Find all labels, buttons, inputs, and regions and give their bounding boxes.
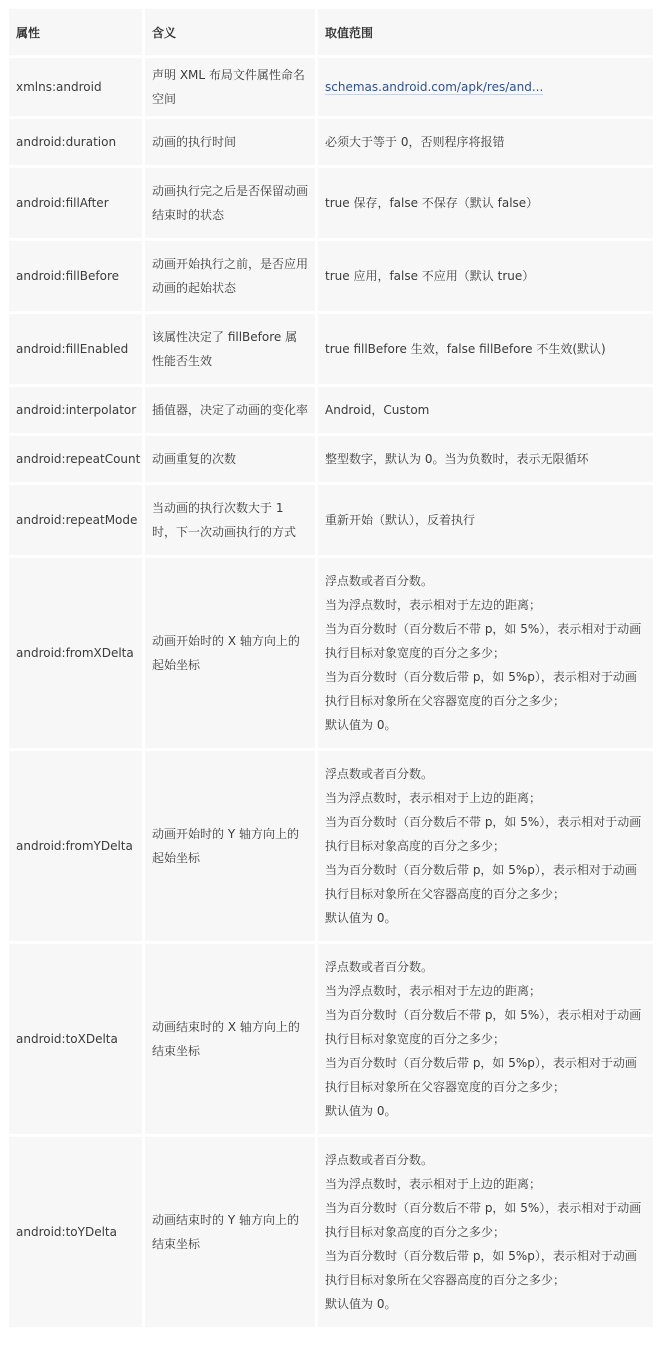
range-text-line: 当为百分数时（百分数后不带 p，如 5%），表示相对于动画执行目标对象宽度的百分之多少； (325, 622, 642, 660)
header-range: 取值范围 (318, 9, 653, 55)
attribute-meaning-cell: 动画开始时的 Y 轴方向上的起始坐标 (145, 751, 315, 941)
attribute-name-cell: android:toXDelta (9, 944, 142, 1134)
range-text-line: 浮点数或者百分数。 (325, 960, 434, 974)
range-text-line: 当为百分数时（百分数后不带 p，如 5%），表示相对于动画执行目标对象高度的百分之多少； (325, 1201, 642, 1239)
table-row (9, 751, 653, 941)
attribute-meaning-cell: 声明 XML 布局文件属性命名空间 (145, 58, 315, 116)
attribute-range-cell (318, 436, 653, 482)
range-text-line: 默认值为 0。 (325, 1297, 397, 1311)
range-text-line: 当为百分数时（百分数后带 p，如 5%p），表示相对于动画执行目标对象所在父容器高度的百分之多少； (325, 1249, 637, 1287)
range-text-line: 当为浮点数时，表示相对于左边的距离； (325, 598, 542, 612)
header-row (9, 9, 653, 55)
attribute-meaning-cell: 动画的执行时间 (145, 119, 315, 165)
attribute-range-cell (318, 119, 653, 165)
attribute-range-cell (318, 387, 653, 433)
table-header (9, 9, 653, 55)
table-row (9, 387, 653, 433)
attribute-range-cell (318, 944, 653, 1134)
table-body (9, 58, 653, 1327)
header-meaning: 含义 (145, 9, 315, 55)
range-text-line: 浮点数或者百分数。 (325, 574, 434, 588)
table-row (9, 436, 653, 482)
range-text-line: 默认值为 0。 (325, 1104, 397, 1118)
schema-link[interactable]: schemas.android.com/apk/res/and... (325, 80, 544, 94)
attribute-name-cell: xmlns:android (9, 58, 142, 116)
range-text-line: 当为百分数时（百分数后不带 p，如 5%），表示相对于动画执行目标对象高度的百分之多少； (325, 815, 642, 853)
attribute-name-cell: android:repeatMode (9, 485, 142, 555)
header-attribute: 属性 (9, 9, 142, 55)
attribute-meaning-cell: 动画重复的次数 (145, 436, 315, 482)
attribute-name-cell: android:fillBefore (9, 241, 142, 311)
attribute-range-cell (318, 751, 653, 941)
table-row (9, 119, 653, 165)
range-text-line: 默认值为 0。 (325, 718, 397, 732)
table-row (9, 58, 653, 116)
attribute-meaning-cell: 当动画的执行次数大于 1 时，下一次动画执行的方式 (145, 485, 315, 555)
table-row (9, 1137, 653, 1327)
range-text-line: 当为浮点数时，表示相对于上边的距离； (325, 791, 542, 805)
attribute-meaning-cell: 该属性决定了 fillBefore 属性能否生效 (145, 314, 315, 384)
attribute-range-cell (318, 1137, 653, 1327)
attribute-range-cell (318, 241, 653, 311)
range-text-line: 必须大于等于 0，否则程序将报错 (325, 135, 505, 149)
range-text-line: 默认值为 0。 (325, 911, 397, 925)
attribute-name-cell: android:fromYDelta (9, 751, 142, 941)
range-text-line: 当为百分数时（百分数后带 p，如 5%p），表示相对于动画执行目标对象所在父容器高度的百分之多少； (325, 863, 637, 901)
range-text-line: 重新开始（默认），反着执行 (325, 513, 476, 527)
range-text-line: 当为百分数时（百分数后不带 p，如 5%），表示相对于动画执行目标对象宽度的百分之多少； (325, 1008, 642, 1046)
range-text-line: Android，Custom (325, 403, 430, 417)
table-row (9, 168, 653, 238)
table-row (9, 944, 653, 1134)
attribute-name-cell: android:fillEnabled (9, 314, 142, 384)
range-text-line: 当为浮点数时，表示相对于上边的距离； (325, 1177, 542, 1191)
table-row (9, 485, 653, 555)
attribute-range-cell (318, 314, 653, 384)
range-text-line: true fillBefore 生效，false fillBefore 不生效(默认) (325, 342, 606, 356)
table-row (9, 314, 653, 384)
table-row (9, 558, 653, 748)
range-text-line: 浮点数或者百分数。 (325, 767, 434, 781)
attribute-meaning-cell: 动画结束时的 Y 轴方向上的结束坐标 (145, 1137, 315, 1327)
attribute-range-cell (318, 58, 653, 116)
attribute-meaning-cell: 动画结束时的 X 轴方向上的结束坐标 (145, 944, 315, 1134)
attribute-meaning-cell: 动画开始时的 X 轴方向上的起始坐标 (145, 558, 315, 748)
attribute-meaning-cell: 插值器，决定了动画的变化率 (145, 387, 315, 433)
attribute-name-cell: android:toYDelta (9, 1137, 142, 1327)
range-text-line: true 保存，false 不保存（默认 false） (325, 196, 539, 210)
attribute-table (6, 6, 656, 1330)
range-text-line: 整型数字，默认为 0。当为负数时，表示无限循环 (325, 452, 589, 466)
attribute-meaning-cell: 动画执行完之后是否保留动画结束时的状态 (145, 168, 315, 238)
range-text-line: 当为百分数时（百分数后带 p，如 5%p），表示相对于动画执行目标对象所在父容器宽度的百分之多少； (325, 1056, 637, 1094)
attribute-range-cell (318, 485, 653, 555)
range-text-line: 当为浮点数时，表示相对于左边的距离； (325, 984, 542, 998)
attribute-range-cell (318, 558, 653, 748)
range-text-line: 当为百分数时（百分数后带 p，如 5%p），表示相对于动画执行目标对象所在父容器宽度的百分之多少； (325, 670, 637, 708)
attribute-name-cell: android:interpolator (9, 387, 142, 433)
attribute-name-cell: android:repeatCount (9, 436, 142, 482)
range-text-line: true 应用，false 不应用（默认 true） (325, 269, 535, 283)
table-row (9, 241, 653, 311)
attribute-range-cell (318, 168, 653, 238)
range-text-line: 浮点数或者百分数。 (325, 1153, 434, 1167)
attribute-name-cell: android:fromXDelta (9, 558, 142, 748)
attribute-meaning-cell: 动画开始执行之前，是否应用动画的起始状态 (145, 241, 315, 311)
attribute-name-cell: android:fillAfter (9, 168, 142, 238)
attribute-name-cell: android:duration (9, 119, 142, 165)
